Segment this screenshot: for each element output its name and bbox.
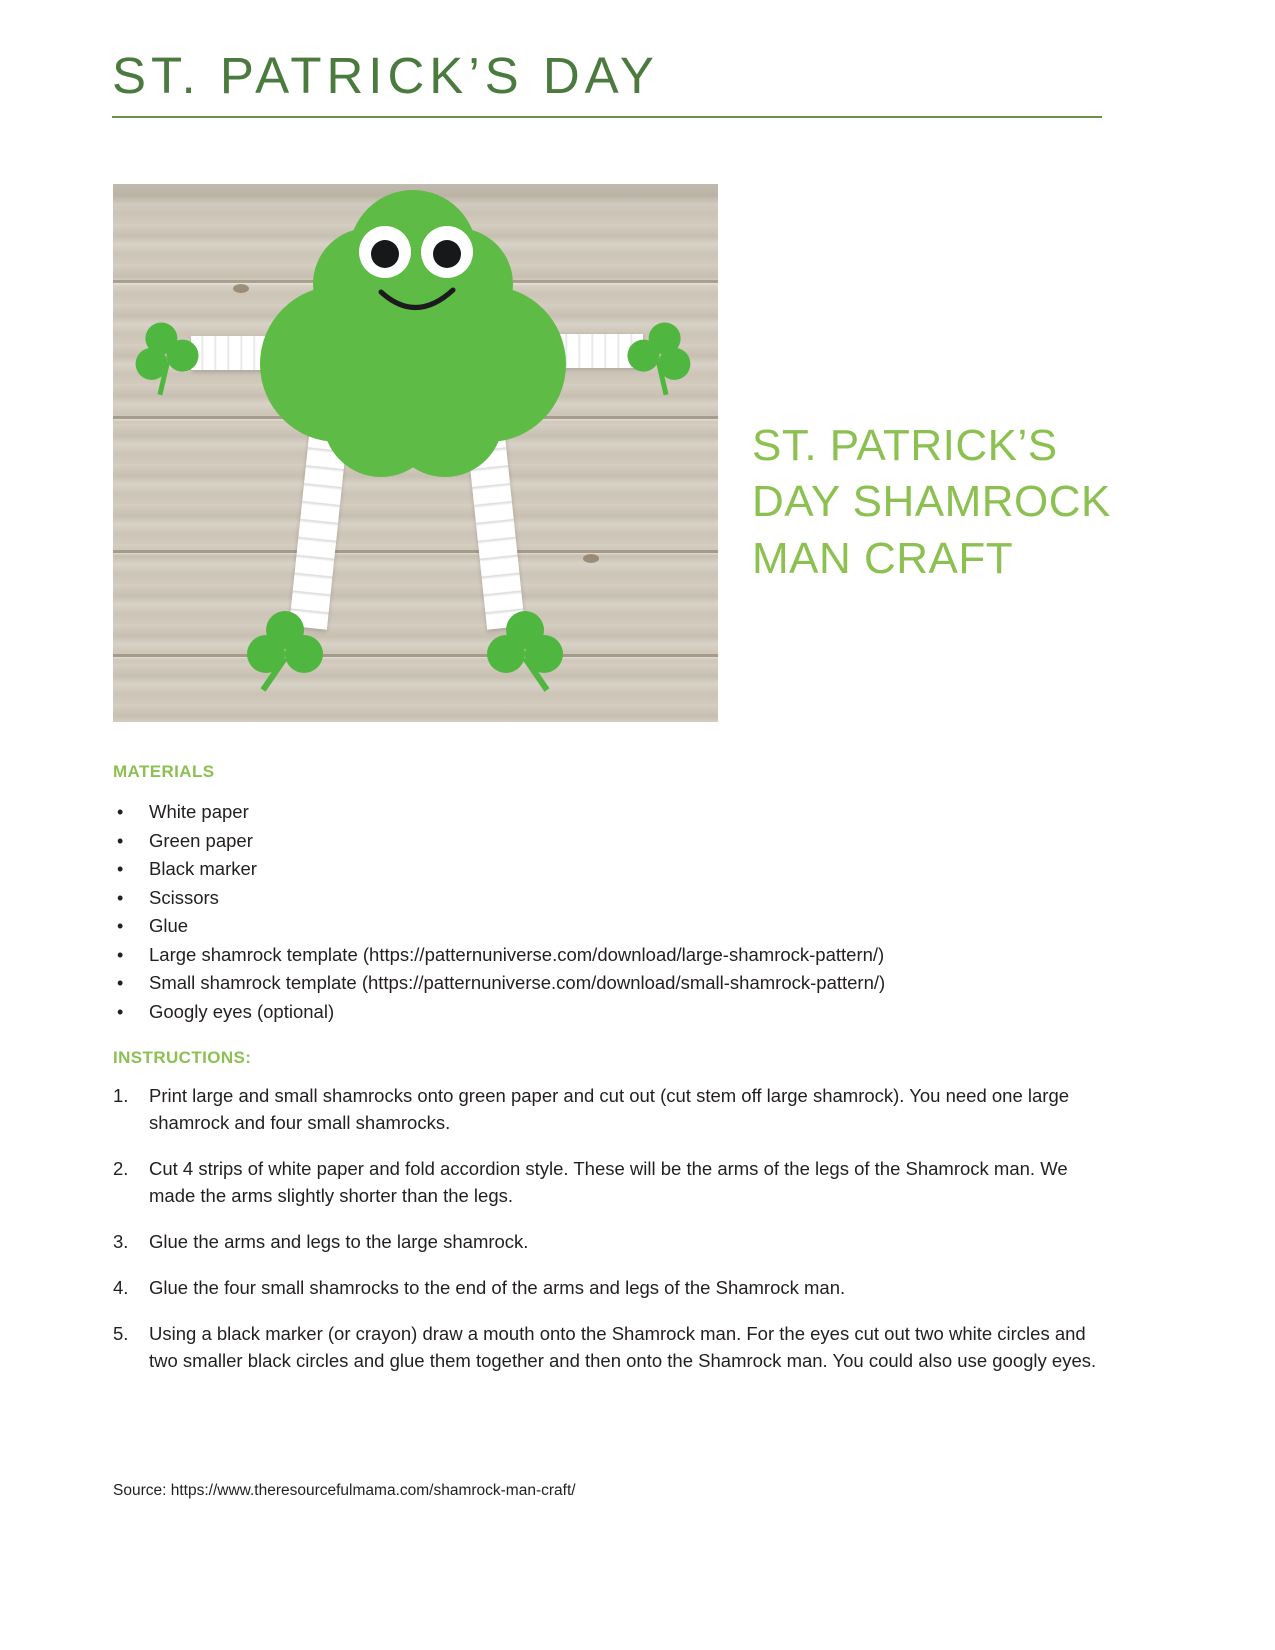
list-item: Using a black marker (or crayon) draw a mouth onto the Shamrock man. For the eyes cut out two white circles and two smaller black circles and glue them together and then onto the Shamrock man. You could also use googly eyes. [149,1323,1097,1371]
page-title: ST. PATRICK’S DAY [112,47,659,104]
craft-photo [113,184,718,722]
materials-heading: MATERIALS [113,762,215,781]
list-item: • Glue [113,912,1093,941]
list-item: • Small shamrock template (https://patternuniverse.com/download/small-shamrock-pattern/) [113,969,1093,998]
list-item: • White paper [113,798,1093,827]
instructions-list [113,1082,1098,1393]
shamrock-man-figure [113,184,718,722]
instructions-heading: INSTRUCTIONS: [113,1048,252,1067]
list-item: Print large and small shamrocks onto green paper and cut out (cut stem off large shamrock). You need one large shamrock and four small shamrocks. [149,1085,1070,1133]
list-item: • Black marker [113,855,1093,884]
document-header [112,48,1152,118]
list-item: • Green paper [113,827,1093,856]
small-shamrocks [113,184,718,722]
list-item: • Large shamrock template (https://patternuniverse.com/download/large-shamrock-pattern/) [113,941,1093,970]
list-item: • Scissors [113,884,1093,913]
materials-list [113,798,1093,1026]
source-line: Source: https://www.theresourcefulmama.com/shamrock-man-craft/ [113,1482,576,1499]
header-divider [112,116,1102,118]
list-item: • Googly eyes (optional) [113,998,1093,1027]
craft-title: ST. PATRICK’S DAY SHAMROCK MAN CRAFT [752,421,1111,583]
list-item: Cut 4 strips of white paper and fold accordion style. These will be the arms of the legs of the Shamrock man. We made the arms slightly shorter than the legs. [149,1158,1068,1206]
list-item: Glue the arms and legs to the large shamrock. [149,1231,529,1252]
list-item: Glue the four small shamrocks to the end of the arms and legs of the Shamrock man. [149,1277,846,1298]
